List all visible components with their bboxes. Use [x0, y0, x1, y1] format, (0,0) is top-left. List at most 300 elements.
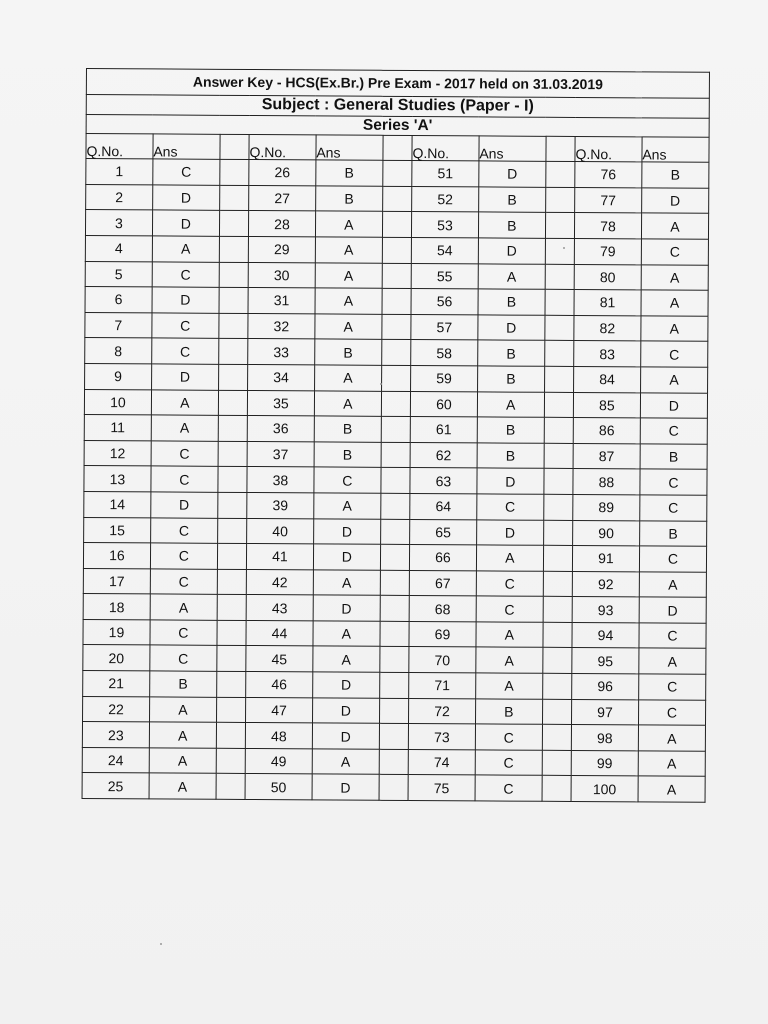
spacer-cell [381, 391, 410, 417]
question-number: 29 [248, 236, 315, 262]
question-number: 42 [246, 569, 313, 595]
question-number: 60 [410, 391, 477, 417]
answer-letter: B [315, 339, 382, 365]
answer-letter: A [476, 545, 543, 571]
spacer-cell [218, 339, 247, 365]
table-row [85, 210, 708, 239]
question-number: 47 [246, 697, 313, 723]
answer-letter: A [150, 594, 217, 620]
answer-letter: A [315, 262, 382, 288]
answer-letter: C [150, 620, 217, 646]
answer-letter: D [479, 161, 546, 187]
table-row [83, 645, 706, 674]
question-number: 68 [409, 596, 476, 622]
spacer-cell [219, 211, 248, 237]
question-number: 7 [85, 312, 152, 338]
answer-letter: A [312, 749, 379, 775]
table-row [85, 261, 708, 290]
question-number: 17 [83, 568, 150, 594]
answer-letter: D [152, 210, 219, 236]
spacer-cell [216, 671, 245, 697]
answer-letter: C [314, 467, 381, 493]
answer-letter: A [152, 236, 219, 262]
table-row [82, 773, 705, 802]
spacer-cell [220, 134, 249, 160]
answer-letter: C [639, 623, 706, 649]
question-number: 23 [82, 722, 149, 748]
question-number: 19 [83, 619, 150, 645]
question-number: 95 [572, 648, 639, 674]
spacer-cell [543, 494, 572, 520]
question-number: 87 [573, 443, 640, 469]
answer-letter: A [314, 493, 381, 519]
answer-letter: B [477, 417, 544, 443]
question-number: 11 [84, 415, 151, 441]
spacer-cell [544, 392, 573, 418]
series-line: Series 'A' [86, 114, 709, 137]
question-number: 52 [412, 186, 479, 212]
table-row [82, 722, 705, 751]
table-row [85, 363, 708, 392]
question-number: 33 [248, 339, 315, 365]
answer-letter: A [315, 237, 382, 263]
spacer-cell [380, 544, 409, 570]
answer-letter: C [151, 466, 218, 492]
answer-letter: A [638, 725, 705, 751]
question-number: 6 [85, 287, 152, 313]
answer-letter: D [478, 315, 545, 341]
question-number: 89 [573, 494, 640, 520]
question-number: 35 [247, 390, 314, 416]
spacer-cell [217, 646, 246, 672]
table-row [84, 466, 707, 495]
question-number: 99 [571, 750, 638, 776]
spacer-cell [217, 620, 246, 646]
spacer-cell [217, 518, 246, 544]
spacer-cell [381, 493, 410, 519]
question-number: 26 [249, 160, 316, 186]
answer-letter: D [313, 518, 380, 544]
spacer-cell [381, 442, 410, 468]
answer-key-sheet [82, 68, 710, 803]
answer-letter: D [478, 238, 545, 264]
question-number: 44 [246, 620, 313, 646]
qno-header: Q.No. [412, 135, 479, 161]
question-number: 56 [411, 289, 478, 315]
spacer-cell [543, 648, 572, 674]
question-number: 8 [85, 338, 152, 364]
question-number: 86 [573, 418, 640, 444]
answer-letter: D [313, 595, 380, 621]
answer-letter: A [314, 365, 381, 391]
table-row [84, 389, 707, 418]
answer-letter: C [152, 313, 219, 339]
answer-letter: C [640, 495, 707, 521]
column-header-row [86, 133, 709, 162]
spacer-cell [383, 135, 412, 161]
answer-letter: A [476, 647, 543, 673]
spacer-cell [218, 467, 247, 493]
answer-letter: A [641, 290, 708, 316]
question-number: 97 [571, 699, 638, 725]
spacer-cell [220, 160, 249, 186]
spacer-cell [545, 238, 574, 264]
spacer-cell [219, 236, 248, 262]
answer-letter: B [316, 186, 383, 212]
spacer-cell [381, 340, 410, 366]
answer-letter: D [640, 392, 707, 418]
spacer-cell [381, 365, 410, 391]
answer-letter: C [640, 469, 707, 495]
question-number: 63 [410, 468, 477, 494]
scan-speck [160, 943, 162, 945]
question-number: 1 [86, 159, 153, 185]
question-number: 77 [575, 187, 642, 213]
question-number: 85 [573, 392, 640, 418]
answer-letter: A [313, 646, 380, 672]
table-row [86, 184, 709, 213]
spacer-cell [543, 571, 572, 597]
question-number: 93 [572, 597, 639, 623]
table-row [83, 671, 706, 700]
answer-letter: C [476, 571, 543, 597]
question-number: 91 [572, 546, 639, 572]
question-number: 76 [575, 162, 642, 188]
question-number: 94 [572, 622, 639, 648]
question-number: 37 [247, 441, 314, 467]
spacer-cell [545, 264, 574, 290]
answer-letter: D [312, 774, 379, 800]
table-row [83, 568, 706, 597]
answer-letter: A [478, 263, 545, 289]
question-number: 41 [246, 544, 313, 570]
question-number: 5 [85, 261, 152, 287]
question-number: 32 [248, 313, 315, 339]
question-number: 81 [574, 290, 641, 316]
answer-letter: B [316, 160, 383, 186]
spacer-cell [216, 748, 245, 774]
spacer-cell [544, 469, 573, 495]
answer-letter: A [641, 213, 708, 239]
spacer-cell [543, 597, 572, 623]
ans-header: Ans [316, 134, 383, 160]
answer-letter: C [641, 341, 708, 367]
spacer-cell [380, 621, 409, 647]
question-number: 15 [84, 517, 151, 543]
question-number: 78 [574, 213, 641, 239]
question-number: 22 [83, 696, 150, 722]
question-number: 53 [411, 212, 478, 238]
question-number: 9 [85, 363, 152, 389]
answer-letter: D [639, 597, 706, 623]
question-number: 79 [574, 238, 641, 264]
answer-letter: B [314, 442, 381, 468]
answer-letter: A [476, 622, 543, 648]
spacer-cell [380, 596, 409, 622]
answer-letter: C [475, 750, 542, 776]
spacer-cell [218, 441, 247, 467]
spacer-cell [219, 287, 248, 313]
answer-letter: A [149, 697, 216, 723]
scan-speck [380, 383, 382, 385]
table-row [84, 517, 707, 546]
spacer-cell [544, 366, 573, 392]
question-number: 72 [409, 698, 476, 724]
answer-key-table [82, 68, 710, 803]
question-number: 88 [573, 469, 640, 495]
qno-header: Q.No. [249, 134, 316, 160]
table-row [85, 235, 708, 264]
answer-letter: B [479, 187, 546, 213]
question-number: 73 [408, 724, 475, 750]
question-number: 28 [248, 211, 315, 237]
spacer-cell [218, 390, 247, 416]
answer-letter: A [638, 751, 705, 777]
question-number: 34 [248, 364, 315, 390]
spacer-cell [219, 313, 248, 339]
answer-letter: C [475, 724, 542, 750]
table-row [84, 440, 707, 469]
question-number: 70 [409, 647, 476, 673]
table-row [83, 543, 706, 572]
question-number: 12 [84, 440, 151, 466]
answer-letter: C [152, 338, 219, 364]
question-number: 36 [247, 416, 314, 442]
spacer-cell [381, 416, 410, 442]
spacer-cell [217, 569, 246, 595]
answer-letter: C [150, 517, 217, 543]
question-number: 10 [84, 389, 151, 415]
spacer-cell [544, 443, 573, 469]
answer-letter: A [638, 776, 705, 802]
spacer-cell [217, 595, 246, 621]
spacer-cell [380, 570, 409, 596]
spacer-cell [546, 161, 575, 187]
answer-letter: A [313, 621, 380, 647]
spacer-cell [545, 289, 574, 315]
question-number: 31 [248, 288, 315, 314]
spacer-cell [216, 774, 245, 800]
question-number: 69 [409, 621, 476, 647]
spacer-cell [382, 314, 411, 340]
answer-letter: C [638, 700, 705, 726]
answer-letter: D [312, 698, 379, 724]
question-number: 100 [571, 776, 638, 802]
spacer-cell [379, 724, 408, 750]
spacer-cell [219, 262, 248, 288]
question-number: 3 [85, 210, 152, 236]
spacer-cell [380, 519, 409, 545]
question-number: 65 [410, 519, 477, 545]
table-row [82, 747, 705, 776]
scan-speck [563, 247, 565, 249]
answer-letter: A [641, 264, 708, 290]
spacer-cell [379, 698, 408, 724]
answer-letter: C [639, 674, 706, 700]
question-number: 46 [246, 672, 313, 698]
question-number: 71 [409, 673, 476, 699]
ans-header: Ans [153, 134, 220, 160]
document-title: Answer Key - HCS(Ex.Br.) Pre Exam - 2017 held on 31.03.2019 [86, 69, 709, 98]
answer-letter: A [151, 415, 218, 441]
table-row [83, 696, 706, 725]
spacer-cell [546, 136, 575, 162]
question-number: 20 [83, 645, 150, 671]
spacer-cell [542, 725, 571, 751]
answer-letter: D [312, 723, 379, 749]
question-number: 58 [411, 340, 478, 366]
answer-letter: C [150, 569, 217, 595]
spacer-cell [544, 341, 573, 367]
spacer-cell [381, 468, 410, 494]
spacer-cell [543, 622, 572, 648]
spacer-cell [382, 186, 411, 212]
qno-header: Q.No. [575, 136, 642, 162]
question-number: 43 [246, 595, 313, 621]
question-number: 2 [86, 184, 153, 210]
question-number: 13 [84, 466, 151, 492]
spacer-cell [542, 776, 571, 802]
spacer-cell [216, 697, 245, 723]
spacer-cell [544, 417, 573, 443]
answer-letter: D [152, 287, 219, 313]
answer-letter: B [150, 671, 217, 697]
question-number: 51 [412, 161, 479, 187]
spacer-cell [382, 288, 411, 314]
spacer-cell [543, 545, 572, 571]
answer-letter: A [315, 314, 382, 340]
answer-letter: D [313, 544, 380, 570]
spacer-cell [545, 187, 574, 213]
answer-letter: B [642, 162, 709, 188]
spacer-cell [382, 212, 411, 238]
question-number: 27 [249, 185, 316, 211]
spacer-cell [542, 750, 571, 776]
answer-letter: B [478, 212, 545, 238]
subject-line: Subject : General Studies (Paper - I) [86, 94, 709, 118]
spacer-cell [219, 185, 248, 211]
answer-letter: C [150, 543, 217, 569]
answer-letter: C [641, 239, 708, 265]
question-number: 40 [247, 518, 314, 544]
answer-letter: A [639, 572, 706, 598]
question-number: 24 [82, 747, 149, 773]
question-number: 30 [248, 262, 315, 288]
answer-letter: A [315, 211, 382, 237]
table-row [86, 159, 709, 188]
answer-letter: C [639, 546, 706, 572]
table-row [83, 619, 706, 648]
answer-letter: A [639, 648, 706, 674]
question-number: 57 [411, 314, 478, 340]
question-number: 59 [411, 365, 478, 391]
spacer-cell [379, 672, 408, 698]
question-number: 14 [84, 491, 151, 517]
spacer-cell [542, 673, 571, 699]
question-number: 84 [574, 366, 641, 392]
table-row [83, 594, 706, 623]
answer-letter: A [476, 673, 543, 699]
question-number: 61 [410, 417, 477, 443]
answer-letter: C [475, 775, 542, 801]
question-number: 83 [574, 341, 641, 367]
question-number: 48 [245, 723, 312, 749]
answer-letter: C [640, 418, 707, 444]
question-number: 25 [82, 773, 149, 799]
question-number: 49 [245, 748, 312, 774]
question-number: 55 [411, 263, 478, 289]
answer-letter: C [150, 645, 217, 671]
question-number: 92 [572, 571, 639, 597]
spacer-cell [542, 699, 571, 725]
spacer-cell [382, 237, 411, 263]
table-row [85, 312, 708, 341]
answer-letter: C [151, 441, 218, 467]
question-number: 96 [572, 674, 639, 700]
question-number: 54 [411, 237, 478, 263]
answer-letter: A [149, 748, 216, 774]
spacer-cell [217, 543, 246, 569]
answer-letter: A [313, 570, 380, 596]
question-number: 45 [246, 646, 313, 672]
answer-letter: C [152, 261, 219, 287]
ans-header: Ans [642, 136, 709, 162]
answer-letter: A [315, 288, 382, 314]
answer-letter: D [641, 188, 708, 214]
answer-letter: A [314, 390, 381, 416]
answer-letter: B [475, 699, 542, 725]
spacer-cell [383, 161, 412, 187]
answer-letter: A [640, 367, 707, 393]
question-number: 98 [571, 725, 638, 751]
table-row [84, 491, 707, 520]
spacer-cell [379, 775, 408, 801]
question-number: 16 [83, 543, 150, 569]
table-row [85, 338, 708, 367]
qno-header: Q.No. [86, 133, 153, 159]
answer-letter: A [149, 722, 216, 748]
answer-letter: B [477, 443, 544, 469]
question-number: 82 [574, 315, 641, 341]
question-number: 75 [408, 775, 475, 801]
answer-letter: C [477, 494, 544, 520]
answer-letter: D [313, 672, 380, 698]
answer-letter: B [478, 340, 545, 366]
question-number: 80 [574, 264, 641, 290]
answer-letter: B [477, 366, 544, 392]
answer-letter: B [478, 289, 545, 315]
table-row [84, 415, 707, 444]
table-row [85, 287, 708, 316]
ans-header: Ans [479, 135, 546, 161]
answer-letter: D [151, 364, 218, 390]
question-number: 66 [409, 545, 476, 571]
spacer-cell [218, 364, 247, 390]
question-number: 64 [410, 493, 477, 519]
question-number: 39 [247, 492, 314, 518]
answer-letter: A [641, 316, 708, 342]
answer-letter: A [477, 391, 544, 417]
question-number: 67 [409, 570, 476, 596]
spacer-cell [382, 263, 411, 289]
answer-letter: B [639, 520, 706, 546]
question-number: 38 [247, 467, 314, 493]
answer-letter: A [149, 773, 216, 799]
question-number: 21 [83, 671, 150, 697]
answer-letter: D [477, 468, 544, 494]
question-number: 74 [408, 749, 475, 775]
question-number: 62 [410, 442, 477, 468]
